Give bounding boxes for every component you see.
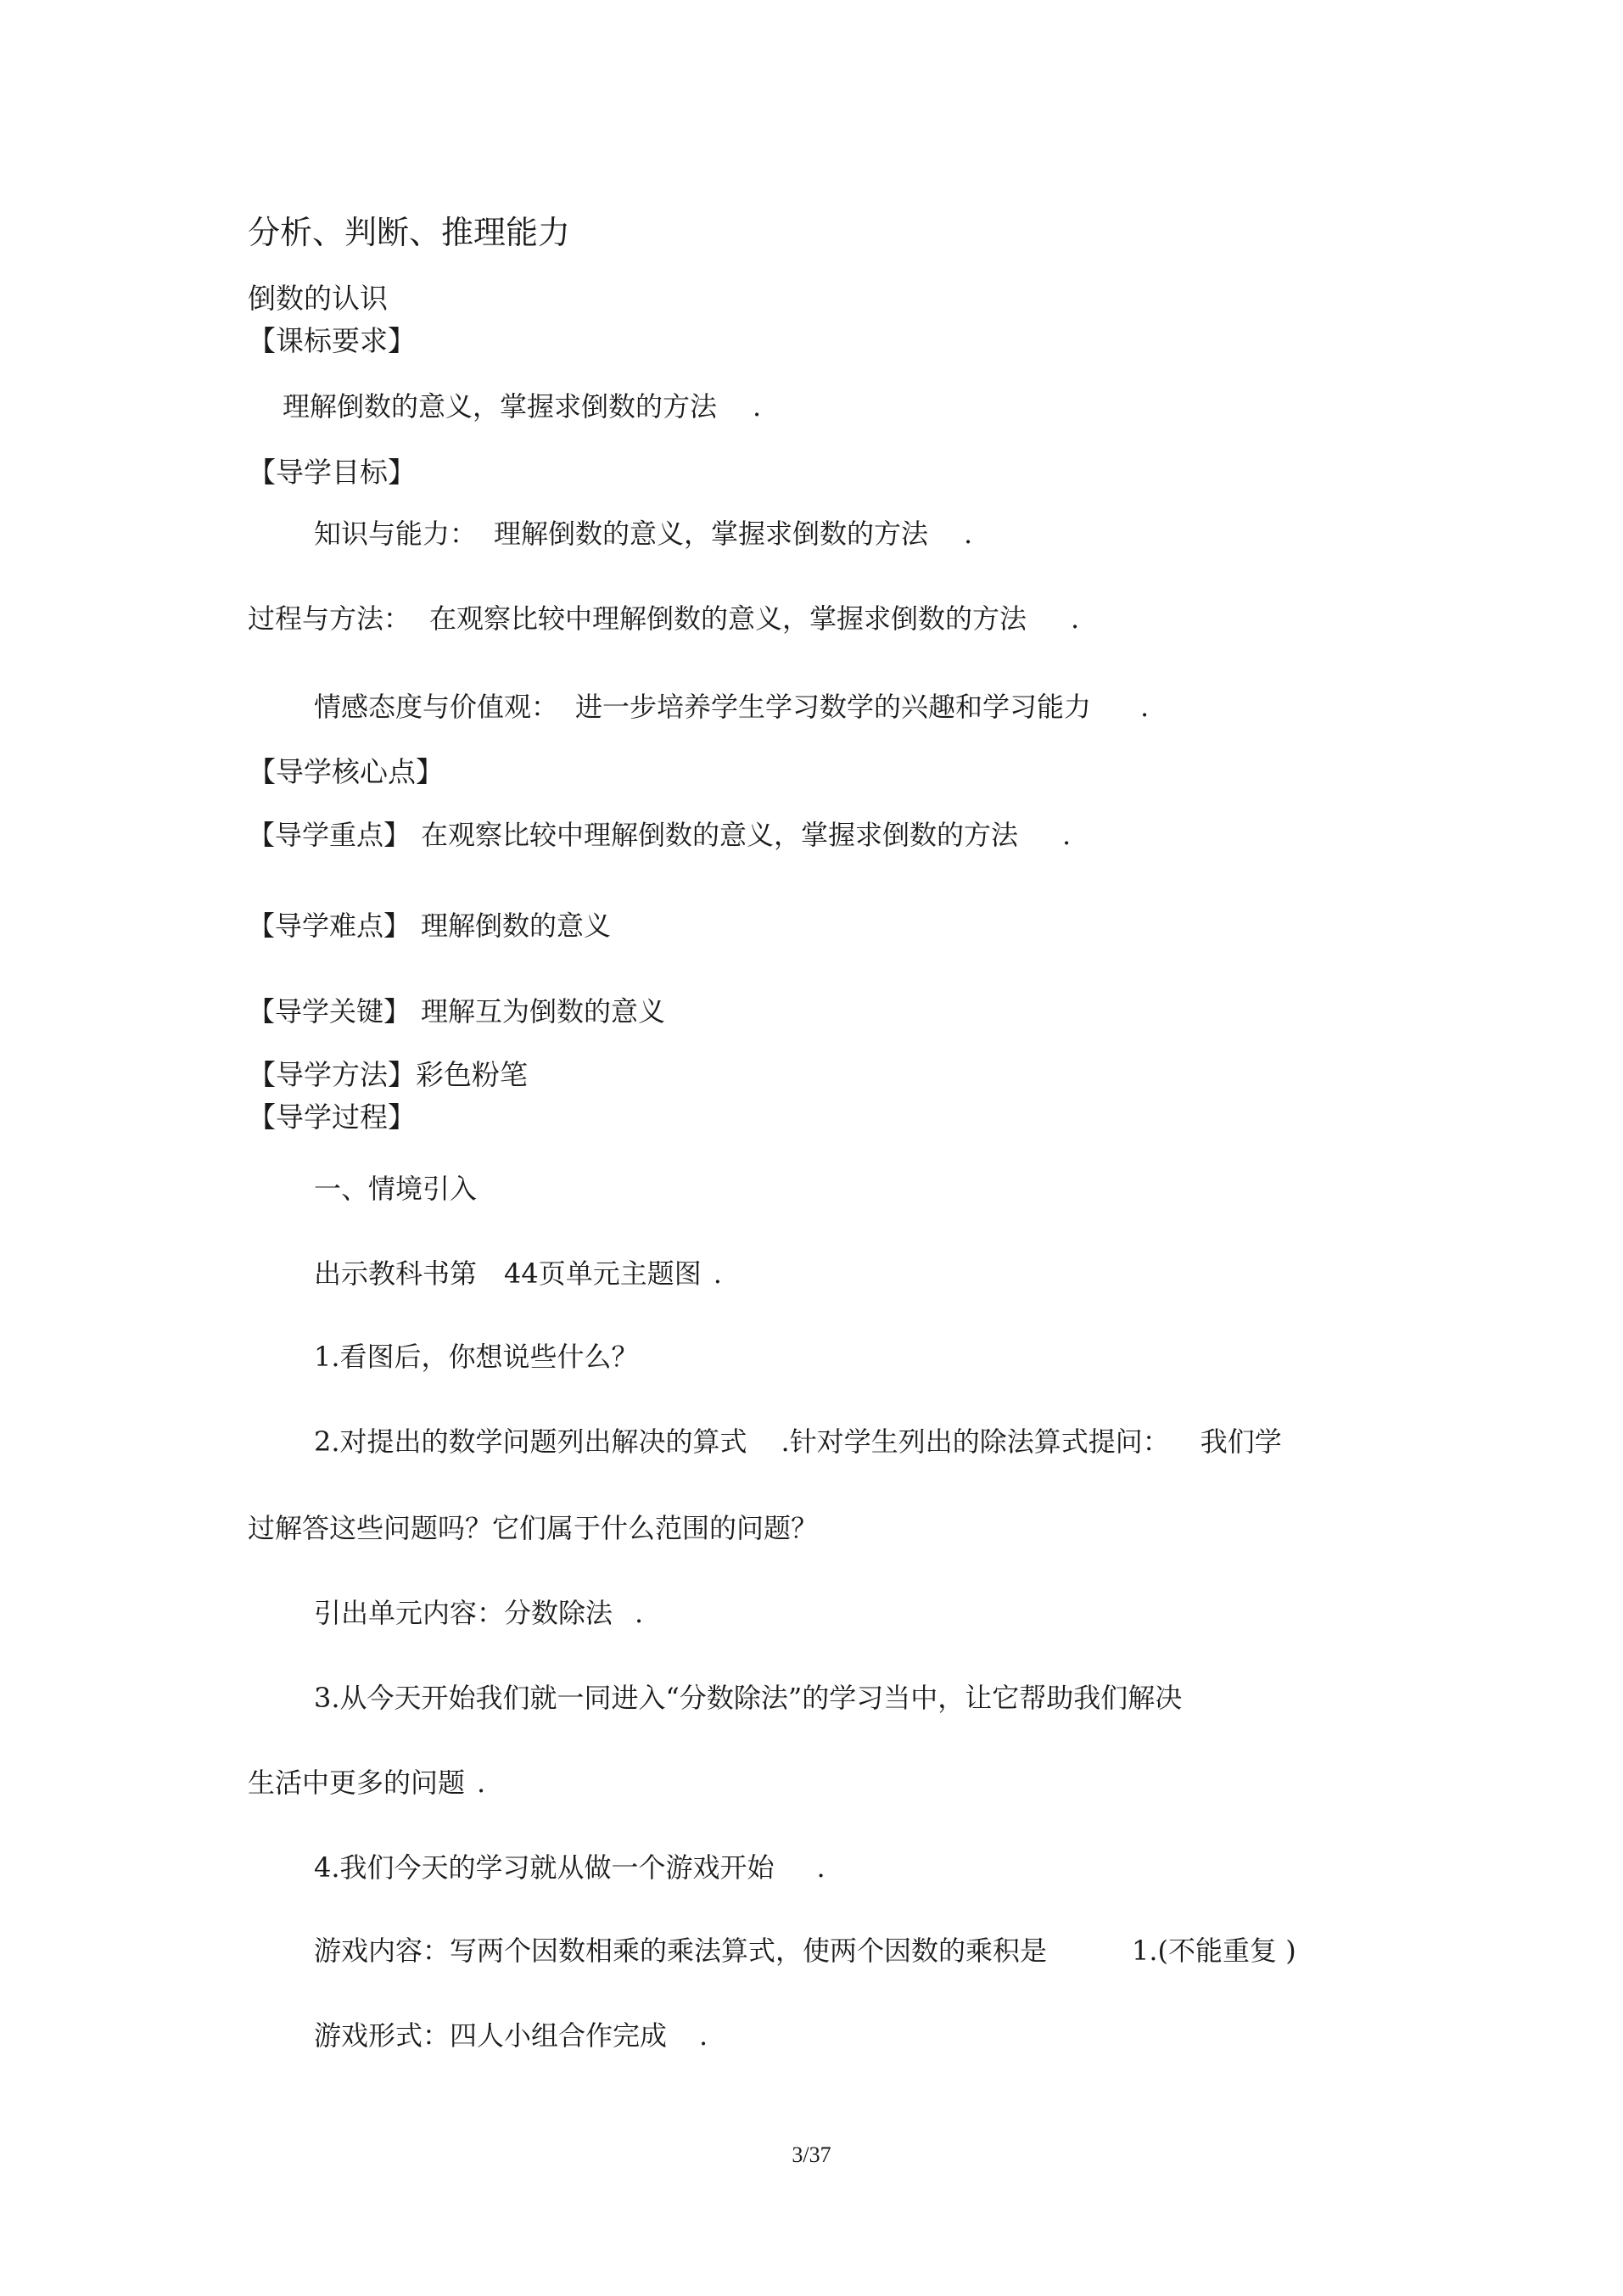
goal-process-text: 在观察比较中理解倒数的意义，掌握求倒数的方法 [429,602,1027,635]
item-4 [314,1851,825,1884]
page-number: 3/37 [792,2142,831,2167]
method [248,1058,528,1091]
goal-knowledge-end: . [964,518,973,550]
core-crux-text: 理解互为倒数的意义 [421,995,666,1028]
core-label: 【导学核心点】 [248,755,444,788]
game-form-end: . [699,2019,708,2052]
curriculum-text-body: 理解倒数的意义，掌握求倒数的方法 [283,390,718,423]
game-form [314,2019,708,2052]
curriculum-text-end: . [753,390,762,423]
method-label: 【导学方法】 [248,1058,416,1091]
step1-heading: 一、情境引入 [314,1173,478,1205]
show-textbook-a: 出示教科书第 [314,1257,478,1290]
core-difficulty-text: 理解倒数的意义 [421,910,612,942]
item-2-a: 2.对提出的数学问题列出解决的算式 [314,1425,747,1458]
item-3-continued-end: . [477,1767,486,1799]
unit-intro [314,1599,643,1627]
goal-process-end: . [1071,602,1080,635]
section-title: 分析、判断、推理能力 [248,214,571,251]
process-label: 【导学过程】 [248,1100,416,1134]
core-key-label: 【导学重点】 [248,819,411,851]
item-2-continued: 过解答这些问题吗？它们属于什么范围的问题？ [248,1512,819,1544]
core-crux-label: 【导学关键】 [248,995,411,1028]
core-difficulty [248,910,612,942]
item-3: 3.从今天开始我们就一同进入“分数除法”的学习当中，让它帮助我们解决 [314,1682,1183,1714]
show-textbook-end: . [713,1257,722,1290]
item-3-continued-text: 生活中更多的问题 [248,1767,466,1799]
game-content [314,1935,1296,1967]
goal-process-label: 过程与方法： [248,602,411,635]
core-key [248,819,1072,851]
lesson-title: 倒数的认识 [248,282,388,315]
goals-label: 【导学目标】 [248,456,416,489]
unit-intro-text: 引出单元内容：分数除法 [314,1597,613,1629]
core-key-end: . [1062,819,1072,851]
item-2 [314,1425,1282,1458]
show-textbook-b: 44页单元主题图 [504,1257,702,1290]
item-2-b: .针对学生列出的除法算式提问： [781,1425,1170,1458]
goal-emotion-end: . [1140,691,1150,723]
item-2-c: 我们学 [1200,1425,1282,1458]
game-form-text: 游戏形式：四人小组合作完成 [314,2019,668,2052]
item-4-end: . [816,1851,825,1884]
goal-process [248,602,1080,635]
curriculum-text [283,390,762,423]
curriculum-label: 【课标要求】 [248,324,416,357]
game-content-a: 游戏内容：写两个因数相乘的乘法算式，使两个因数的乘积是 [314,1935,1048,1967]
goal-emotion-label: 情感态度与价值观： [314,691,559,723]
item-1: 1.看图后，你想说些什么？ [314,1341,639,1373]
core-difficulty-label: 【导学难点】 [248,910,411,942]
goal-emotion-text: 进一步培养学生学习数学的兴趣和学习能力 [575,691,1092,723]
unit-intro-end: . [635,1597,644,1629]
game-content-b: 1.(不能重复 ) [1132,1935,1296,1967]
goal-emotion [314,691,1150,723]
core-key-text: 在观察比较中理解倒数的意义，掌握求倒数的方法 [421,819,1019,851]
method-text: 彩色粉笔 [416,1058,528,1091]
goal-knowledge-label: 知识与能力： [314,518,478,550]
item-4-text: 4.我们今天的学习就从做一个游戏开始 [314,1851,775,1884]
show-textbook [314,1257,722,1290]
goal-knowledge-text: 理解倒数的意义，掌握求倒数的方法 [494,518,929,550]
core-crux [248,995,666,1028]
goal-knowledge [314,518,973,550]
item-3-continued [248,1767,486,1799]
